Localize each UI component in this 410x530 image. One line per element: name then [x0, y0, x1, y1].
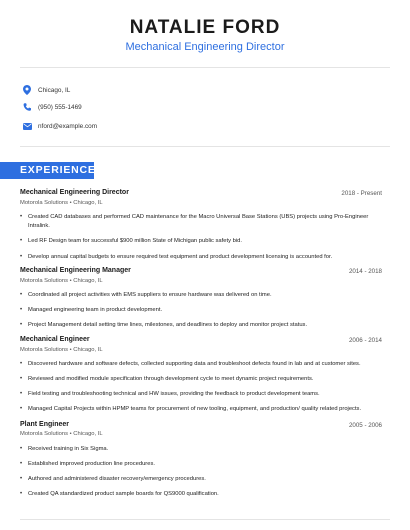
job-bullet: • Established improved production line procedures.: [20, 461, 155, 467]
job-bullet: • Managed Capital Projects within HPMP teams for procurement of new tooling, equipment, and production/ quality related projects.: [20, 406, 362, 412]
footer-divider: [20, 519, 390, 520]
job-title: Plant Engineer: [20, 421, 70, 428]
job-dates: 2018 - Present: [341, 190, 382, 197]
job-bullet: • Received training in Six Sigma.: [20, 446, 109, 452]
resume-name: NATALIE FORD: [129, 17, 281, 38]
job-bullet: • Created QA standardized product sample boards for QS9000 qualification.: [20, 491, 219, 497]
job-company: Motorola Solutions • Chicago, IL: [20, 278, 103, 284]
job-bullet: • Created CAD databases and performed CAD maintenance for the Macro Universal Base Stations (UBS) projects using Pro-Engineer Intralink.: [20, 214, 369, 229]
job-bullet: • Managed engineering team in product development.: [20, 307, 163, 313]
job-company: Motorola Solutions • Chicago, IL: [20, 200, 103, 206]
email-icon: [22, 121, 32, 131]
location-pin-icon: [22, 85, 32, 95]
contact-email-text: nford@example.com: [38, 122, 98, 130]
job-title: Mechanical Engineering Director: [20, 189, 129, 196]
job-dates: 2006 - 2014: [348, 337, 382, 344]
job-bullet: • Reviewed and modified module specification through development cycle to meet dynamic project requirements.: [20, 376, 314, 382]
job-company: Motorola Solutions • Chicago, IL: [20, 347, 103, 353]
contact-divider: [20, 146, 390, 147]
job-company: Motorola Solutions • Chicago, IL: [20, 431, 103, 437]
section-title: EXPERIENCE: [20, 164, 96, 176]
job-dates: 2005 - 2006: [348, 422, 382, 429]
job-bullet: • Discovered hardware and software defects, collected supporting data and troubleshoot defects found in lab and at customer sites.: [20, 361, 361, 367]
contact-phone-text: (950) 555-1469: [38, 103, 82, 111]
contact-location-text: Chicago, IL: [38, 86, 71, 94]
resume-job-title: Mechanical Engineering Director: [125, 41, 285, 53]
job-bullet: • Project Management detail setting time lines, milestones, and deadlines to deploy and monitor project status.: [20, 322, 308, 328]
header-divider: [20, 67, 390, 68]
job-title: Mechanical Engineering Manager: [20, 267, 131, 274]
job-bullet: • Coordinated all project activities with EMS suppliers to ensure hardware was delivered on time.: [20, 292, 272, 298]
job-dates: 2014 - 2018: [348, 268, 382, 275]
job-bullet: • Authored and administered disaster recovery/emergency procedures.: [20, 476, 206, 482]
contact-email: [22, 121, 97, 131]
job-bullet: • Led RF Design team for successful $900 million State of Michigan public safety bid.: [20, 238, 242, 244]
job-bullet: • Develop annual capital budgets to ensure required test equipment and product development licensing is accounted for.: [20, 254, 333, 260]
job-bullet: • Field testing and troubleshooting technical and HW issues, providing the feedback to product development teams.: [20, 391, 320, 397]
phone-icon: [22, 102, 32, 112]
job-title: Mechanical Engineer: [20, 336, 90, 343]
contact-location: [22, 85, 70, 95]
contact-phone: [22, 102, 82, 112]
